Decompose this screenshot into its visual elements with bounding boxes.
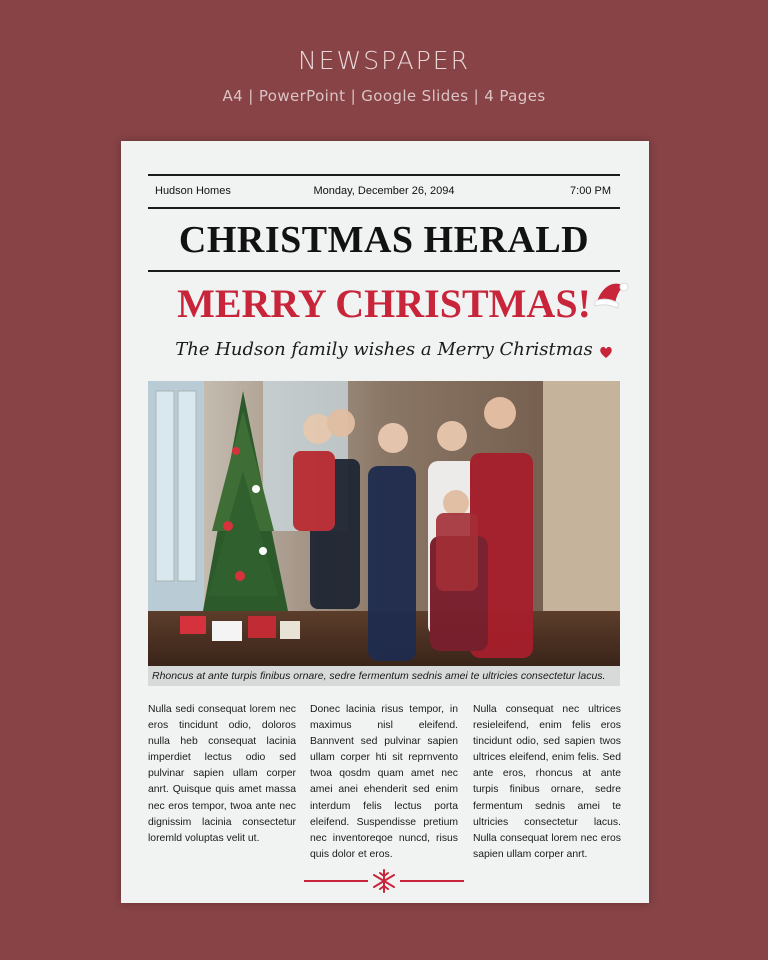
newspaper-meta-row bbox=[148, 174, 620, 209]
article-column-3: Nulla consequat nec ultrices resieleifend, enim felis eros tincidunt odio, sed sapien twos ultrices eleifend, enim felis. Sed ante eros, rhoncus at ante turpis finibus ornare, sedre fermentum sednis amei te ultricies consectetur lacus. Nulla consequat lorem nec eros sapien ullam corper anrt. bbox=[473, 704, 621, 860]
article-column-1: Nulla sedi consequat lorem nec eros tincidunt odio, doloros nulla heb consequat lacinia imperdiet lectus odio sed pulvinar sapien ullam corper anrt. Quisque quis amet massa nec eros tempor, twoa ante nec dignissim lacinia consectetur loremld voluptas velit ut. bbox=[148, 704, 296, 844]
family-photo-illustration bbox=[148, 381, 620, 666]
photo-caption: Rhoncus at ante turpis finibus ornare, sedre fermentum sednis amei te ultricies consectetur lacus. bbox=[148, 666, 620, 686]
heart-icon bbox=[599, 346, 613, 359]
family-photo bbox=[148, 381, 620, 666]
article-column-2: Donec lacinia risus tempor, in maximus nisl eleifend. Bannvent sed pulvinar sapien ullam corper hti sit reprnvento twoa qosdm quam amet nec amei anei ehenderit sed enim interdum felis lectus porta eleifend. Suspendisse pretium nec inventoreqoe nuncd, risus quis dolor et eros. bbox=[310, 704, 458, 860]
masthead-title: CHRISTMAS HERALD bbox=[178, 219, 590, 261]
publication-date: Monday, December 26, 2094 bbox=[313, 185, 455, 197]
template-banner bbox=[0, 0, 768, 130]
family-wish: The Hudson family wishes a Merry Christmas bbox=[175, 339, 593, 360]
publisher-name: Hudson Homes bbox=[155, 185, 231, 197]
santa-hat-icon bbox=[591, 274, 631, 314]
banner-title: NEWSPAPER bbox=[298, 46, 470, 75]
masthead-divider bbox=[148, 270, 620, 272]
snowflake-divider bbox=[302, 869, 466, 893]
snowflake-icon bbox=[374, 870, 394, 892]
banner-subtitle: A4 | PowerPoint | Google Slides | 4 Pages bbox=[222, 87, 546, 105]
newspaper-page bbox=[121, 141, 649, 903]
publication-time: 7:00 PM bbox=[570, 185, 611, 197]
main-headline: MERRY CHRISTMAS! bbox=[177, 281, 591, 326]
